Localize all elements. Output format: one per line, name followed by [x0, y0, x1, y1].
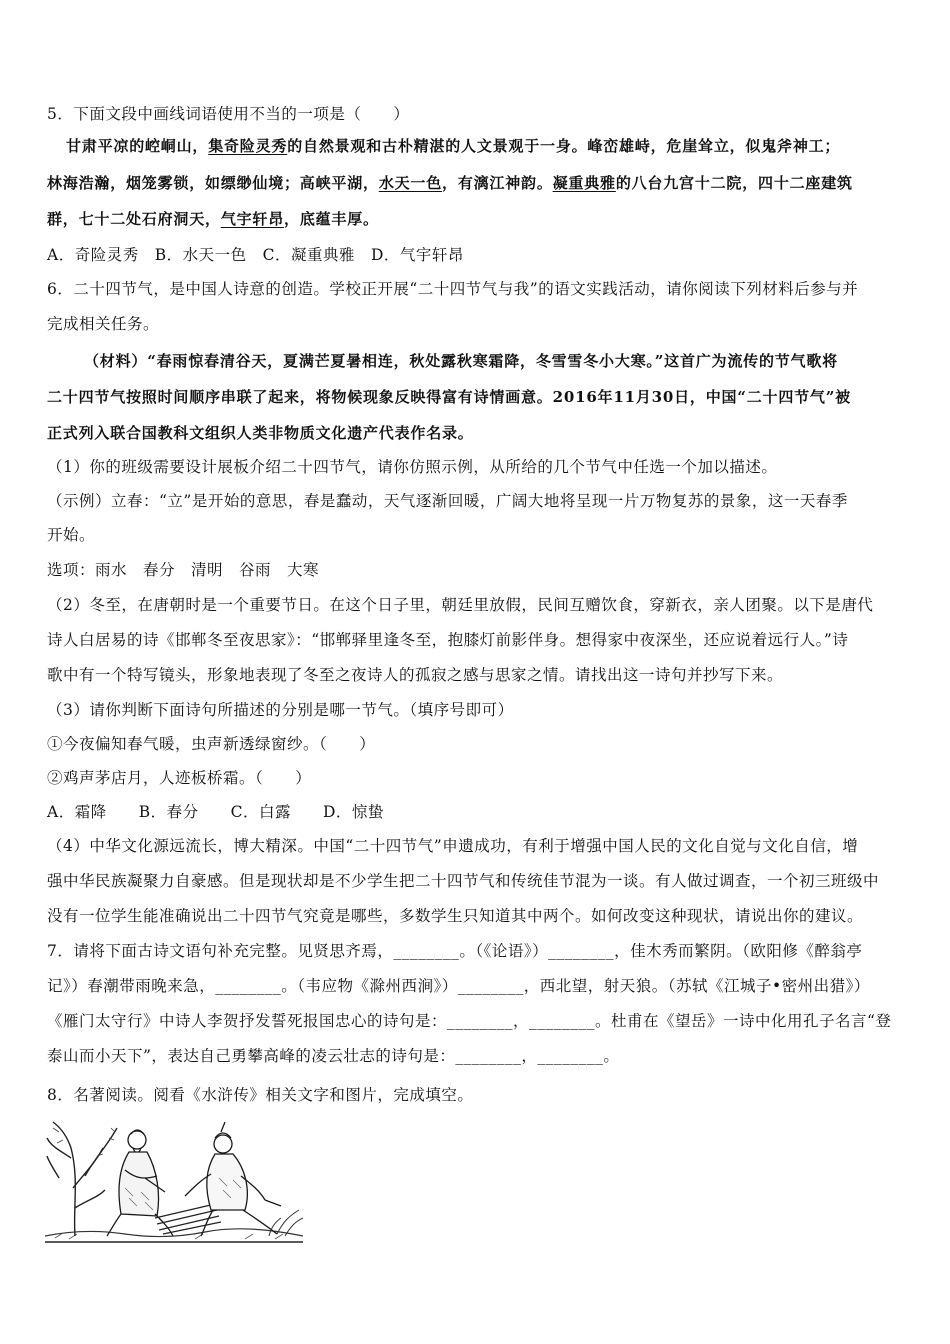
underlined-term-4: 气宇轩昂: [220, 210, 285, 228]
q7-line-4: 泰山而小天下”，表达自己勇攀高峰的凌云壮志的诗句是：________，________。: [47, 1047, 620, 1065]
q6-task-1: （1）你的班级需要设计展板介绍二十四节气，请你仿照示例，从所给的几个节气中任选一个加以描述。: [47, 458, 778, 476]
q6-task-2-line-1: （2）冬至，在唐朝时是一个重要节日。在这个日子里，朝廷里放假，民间互赠饮食，穿新衣，亲人团聚。以下是唐代: [47, 596, 874, 614]
q6-choices: 选项：雨水 春分 清明 谷雨 大寒: [47, 561, 320, 579]
q7-line-2: 记》）春潮带雨晚来急，________。（韦应物《滁州西涧》）________，西北望，射天狼。（苏轼《江城子•密州出猎》）: [47, 977, 870, 995]
q6-task-3-item-2: ②鸡声茅店月，人迹板桥霜。（ ）: [47, 769, 312, 787]
q6-task-3: （3）请你判断下面诗句所描述的分别是哪一节气。（填序号即可）: [47, 701, 514, 719]
underlined-term-2: 水天一色: [378, 174, 443, 192]
q6-material-line-3: 正式列入联合国教科文组织人类非物质文化遗产代表作名录。: [47, 424, 474, 442]
q5-options: A．奇险灵秀 B．水天一色 C．凝重典雅 D．气宇轩昂: [47, 246, 464, 264]
q6-task-4-line-3: 没有一位学生能准确说出二十四节气究竟是哪些，多数学生只知道其中两个。如何改变这种现状，请说出你的建议。: [47, 907, 864, 925]
underlined-term-1: 集奇险灵秀: [208, 137, 288, 155]
q6-task-4-line-1: （4）中华文化源远流长，博大精深。中国“二十四节气”申遗成功，有利于增强中国人民的文化自觉与文化自信，增: [47, 837, 859, 855]
q6-stem-line-2: 完成相关任务。: [47, 315, 160, 333]
water-margin-illustration: [45, 1118, 303, 1244]
q6-task-2-line-2: 诗人白居易的诗《邯郸冬至夜思家》：“邯郸驿里逢冬至，抱膝灯前影伴身。想得家中夜深坐，还应说着远行人。”诗: [47, 631, 849, 649]
q7-line-3: 《雁门太守行》中诗人李贺抒发誓死报国忠心的诗句是：________，________。杜甫在《望岳》一诗中化用孔子名言“登: [47, 1012, 892, 1030]
q5-stem: 5．下面文段中画线词语使用不当的一项是（ ）: [47, 105, 410, 123]
q6-material-line-1: （材料）“春雨惊春清谷天，夏满芒夏暑相连，秋处露秋寒霜降，冬雪雪冬小大寒。”这首广为流传的节气歌将: [84, 352, 838, 370]
q6-stem-line-1: 6．二十四节气，是中国人诗意的创造。学校正开展“二十四节气与我”的语文实践活动，请你阅读下列材料后参与并: [47, 280, 859, 298]
q6-task-4-line-2: 强中华民族凝聚力自豪感。但是现状却是不少学生把二十四节气和传统佳节混为一谈。有人做过调查，一个初三班级中: [47, 872, 880, 890]
underlined-term-3: 凝重典雅: [552, 174, 616, 192]
q5-passage-line-1: 甘肃平凉的崆峒山，集奇险灵秀的自然景观和古朴精湛的人文景观于一身。峰峦雄峙，危崖耸立，似鬼斧神工；: [66, 137, 841, 155]
q6-task-3-item-1: ①今夜偏知春气暖，虫声新透绿窗纱。（ ）: [47, 735, 376, 753]
q6-example-line-2: 开始。: [47, 526, 96, 544]
q5-passage-line-2: 林海浩瀚，烟笼雾锁，如缥缈仙境；高峡平湖，水天一色，有漓江神韵。凝重典雅的八台九宫十二院，四十二座建筑: [47, 174, 853, 192]
q6-material-line-2: 二十四节气按照时间顺序串联了起来，将物候现象反映得富有诗情画意。2016年11月30日，中国“二十四节气”被: [47, 388, 851, 406]
q8-stem: 8．名著阅读。阅看《水浒传》相关文字和图片，完成填空。: [47, 1086, 474, 1104]
q6-example-line-1: （示例）立春：“立”是开始的意思，春是蠢动，天气逐渐回暖，广阔大地将呈现一片万物复苏的景象，这一天春季: [47, 492, 848, 510]
q6-task-3-options: A．霜降 B．春分 C．白露 D．惊蛰: [47, 803, 384, 821]
q7-line-1: 7．请将下面古诗文语句补充完整。见贤思齐焉，________。（《论语》）________，佳木秀而繁阴。（欧阳修《醉翁亭: [47, 942, 863, 960]
q6-task-2-line-3: 歌中有一个特写镜头，形象地表现了冬至之夜诗人的孤寂之感与思家之情。请找出这一诗句并抄写下来。: [47, 666, 784, 684]
q5-passage-line-3: 群，七十二处石府洞天，气宇轩昂，底蕴丰厚。: [47, 210, 379, 228]
